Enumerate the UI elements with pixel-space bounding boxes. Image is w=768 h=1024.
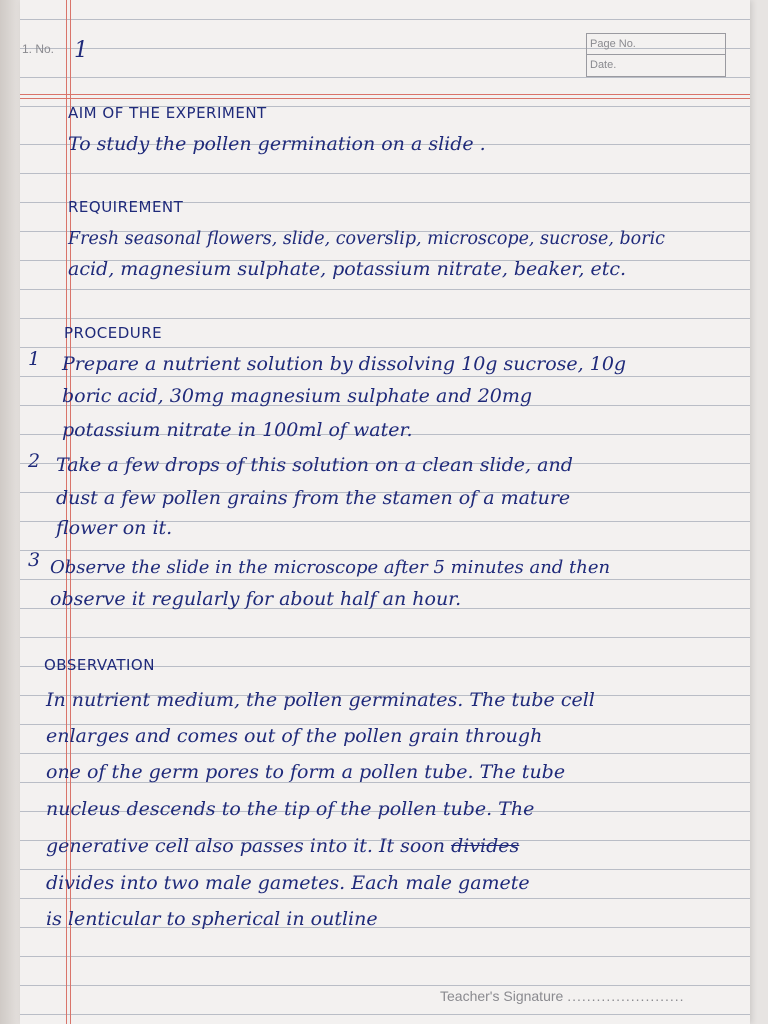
- requirement-heading: REQUIREMENT: [68, 198, 184, 216]
- serial-number-label: 1. No.: [22, 42, 55, 56]
- teacher-signature: [440, 988, 685, 1004]
- struck-word: divides: [451, 835, 520, 857]
- signature-line: ........................: [567, 988, 685, 1004]
- step-number: 3: [28, 549, 41, 571]
- aim-heading: AIM OF THE EXPERIMENT: [68, 104, 267, 122]
- header-rule-top: [20, 94, 750, 95]
- requirement-line: acid, magnesium sulphate, potassium nitrate, beaker, etc.: [68, 258, 627, 280]
- step-number: 1: [28, 348, 41, 370]
- step-line: Prepare a nutrient solution by dissolving 10g sucrose, 10g: [62, 353, 627, 375]
- observation-line: enlarges and comes out of the pollen grain through: [46, 725, 543, 747]
- page-number-field: Page No.: [587, 34, 725, 55]
- observation-line: [46, 832, 716, 861]
- observation-line: one of the germ pores to form a pollen tube. The tube: [46, 761, 566, 783]
- step-line: boric acid, 30mg magnesium sulphate and 20mg: [62, 385, 533, 407]
- step-line: dust a few pollen grains from the stamen of a mature: [56, 487, 571, 509]
- step-line: flower on it.: [56, 517, 173, 539]
- observation-heading: OBSERVATION: [44, 656, 155, 674]
- observation-line-text: generative cell also passes into it. It soon: [46, 835, 446, 857]
- observation-line: is lenticular to spherical in outline: [46, 908, 378, 930]
- observation-line: In nutrient medium, the pollen germinates. The tube cell: [46, 689, 595, 711]
- page-date-box: [586, 33, 726, 77]
- step-line: observe it regularly for about half an hour.: [50, 588, 462, 610]
- requirement-line: Fresh seasonal flowers, slide, coverslip, microscope, sucrose, boric: [68, 229, 665, 249]
- step-line: Take a few drops of this solution on a clean slide, and: [56, 454, 573, 476]
- signature-label: Teacher's Signature: [440, 988, 564, 1004]
- step-line: Observe the slide in the microscope after 5 minutes and then: [50, 557, 611, 578]
- serial-number-value: 1: [74, 38, 88, 63]
- procedure-heading: PROCEDURE: [64, 324, 163, 342]
- step-line: potassium nitrate in 100ml of water.: [62, 419, 413, 441]
- step-number: 2: [28, 450, 41, 472]
- date-field: Date.: [590, 59, 617, 71]
- aim-line: To study the pollen germination on a slide .: [68, 133, 486, 155]
- observation-line: nucleus descends to the tip of the pollen tube. The: [46, 798, 535, 820]
- observation-line: divides into two male gametes. Each male gamete: [46, 872, 530, 894]
- page-edge-shadow: [0, 0, 20, 1024]
